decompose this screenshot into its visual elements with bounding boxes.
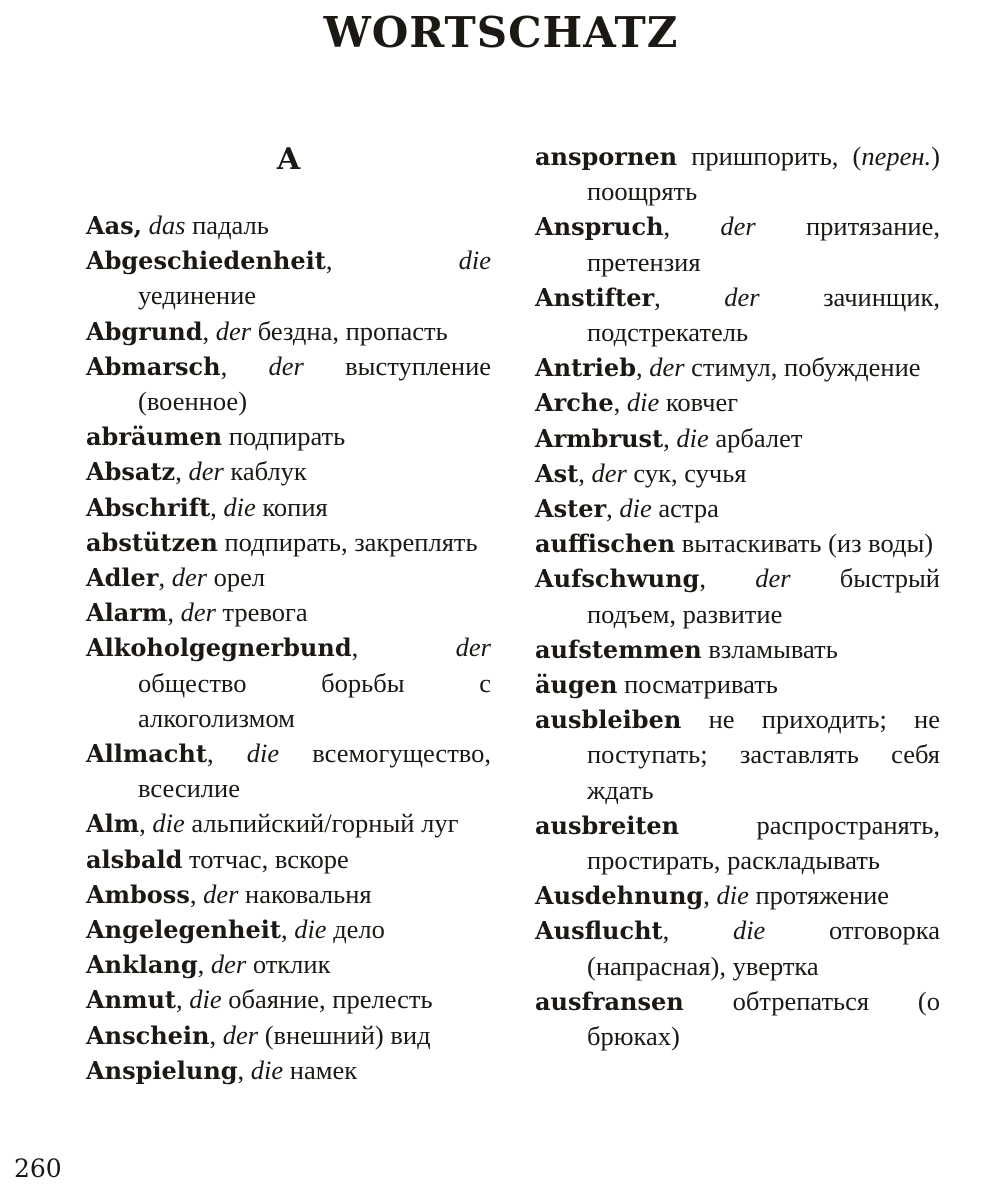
headword: abräumen <box>86 422 223 452</box>
gender-article: die <box>294 914 327 945</box>
translation: притязание, претензия <box>587 211 940 277</box>
punctuation: , <box>210 491 217 522</box>
headword: Antrieb <box>535 353 636 383</box>
dictionary-entry <box>86 314 491 349</box>
dictionary-entry <box>86 912 491 947</box>
headword: Anspruch <box>535 212 664 242</box>
gender-article: die <box>676 422 709 453</box>
headword: alsbald <box>86 844 183 874</box>
gender-article: der <box>171 562 208 593</box>
translation: вытаскивать (из воды) <box>681 528 934 559</box>
gender-article: der <box>210 949 247 980</box>
punctuation: , <box>635 352 643 383</box>
dictionary-entry <box>535 632 940 667</box>
gender-article: der <box>203 878 239 909</box>
gender-article: der <box>215 315 252 346</box>
headword: Armbrust <box>535 423 664 453</box>
translation: бездна, пропасть <box>257 315 448 346</box>
gender-article: der <box>180 597 216 628</box>
dictionary-entry <box>535 561 940 631</box>
headword: Alkoholgegnerbund <box>86 633 352 663</box>
dictionary-entry <box>86 349 491 419</box>
headword: Anklang <box>86 950 198 980</box>
punctuation: , <box>613 387 621 418</box>
dictionary-entry <box>535 984 940 1054</box>
punctuation: , <box>654 281 661 312</box>
headword: äugen <box>535 670 618 700</box>
page-number: 260 <box>14 1154 62 1183</box>
dictionary-entry <box>86 243 491 313</box>
headword: ausfransen <box>535 986 684 1016</box>
translation: сук, сучья <box>633 457 747 488</box>
punctuation: , <box>139 808 146 839</box>
headword: Absatz <box>86 457 176 487</box>
dictionary-entry <box>535 280 940 350</box>
dictionary-entry <box>86 419 491 454</box>
headword: Alarm <box>86 598 168 628</box>
headword: Ast <box>535 458 579 488</box>
punctuation: , <box>189 878 197 909</box>
headword: Abmarsch <box>86 351 221 381</box>
translation: распространять, простирать, раскладывать <box>587 809 940 876</box>
translation: посматривать <box>624 669 778 700</box>
dictionary-entry <box>86 806 491 841</box>
headword: Aas, <box>86 211 143 240</box>
headword: Ausdehnung <box>535 881 704 911</box>
translation: быстрый подъем, развитие <box>587 563 940 629</box>
right-entry-list <box>535 139 940 1054</box>
translation: тревога <box>222 597 308 628</box>
punctuation: , <box>351 632 359 663</box>
page-title: WORTSCHATZ <box>323 8 679 57</box>
gender-article: der <box>591 457 627 488</box>
dictionary-entry <box>535 526 940 561</box>
gender-article: der <box>755 563 791 594</box>
translation: подпирать, закреплять <box>224 526 478 557</box>
punctuation: , <box>202 315 210 346</box>
translation: каблук <box>230 456 307 487</box>
gender-article: die <box>246 738 280 769</box>
right-column <box>535 139 940 1054</box>
headword: Abgrund <box>86 316 203 346</box>
headword: Abschrift <box>86 492 211 522</box>
headword: Alm <box>86 809 140 839</box>
translation: выступление (военное) <box>138 350 492 417</box>
translation: не приходить; не поступать; заставлять себя ждать <box>587 704 941 805</box>
headword: Adler <box>86 563 159 593</box>
punctuation: , <box>663 211 671 242</box>
punctuation: , <box>280 914 288 945</box>
gender-article: das <box>148 210 186 240</box>
punctuation: , <box>578 457 585 488</box>
gender-article: die <box>619 493 652 524</box>
dictionary-entry <box>535 491 940 526</box>
punctuation: , <box>206 738 214 769</box>
translation: ковчег <box>665 387 739 418</box>
punctuation: , <box>662 915 670 946</box>
gender-article: der <box>268 350 304 381</box>
headword: aufstemmen <box>535 634 702 664</box>
punctuation: , <box>699 563 706 594</box>
dictionary-entry <box>86 630 491 736</box>
dictionary-entry <box>535 139 940 209</box>
gender-article: der <box>724 281 760 312</box>
section-letter-heading: A <box>276 142 301 177</box>
punctuation: , <box>325 245 333 276</box>
translation: отговорка (напрасная), увертка <box>587 915 940 981</box>
translation: орел <box>213 562 266 593</box>
punctuation: , <box>158 562 166 593</box>
headword: auffischen <box>535 529 676 559</box>
headword: Arche <box>535 388 614 418</box>
translation: обтрепаться (о брюках) <box>587 985 940 1052</box>
dictionary-entry <box>86 560 491 595</box>
headword: Allmacht <box>86 739 207 769</box>
translation: обаяние, прелесть <box>228 984 433 1015</box>
punctuation: , <box>220 350 228 381</box>
punctuation: , <box>197 949 205 980</box>
translation: зачинщик, подстрекатель <box>587 281 941 348</box>
translation: всемогущество, всесилие <box>138 738 491 804</box>
dictionary-entry <box>86 490 491 525</box>
gender-article: die <box>152 808 185 839</box>
translation: общество борьбы с алкоголизмом <box>138 667 491 733</box>
headword: Aster <box>535 494 607 524</box>
translation: взламывать <box>708 633 838 664</box>
dictionary-entry <box>535 385 940 420</box>
dictionary-entry <box>86 982 491 1017</box>
dictionary-entry <box>86 842 491 877</box>
dictionary-entry <box>535 421 940 456</box>
dictionary-entry <box>86 1018 491 1053</box>
left-entry-list <box>86 208 491 1088</box>
translation: подпирать <box>228 421 346 452</box>
dictionary-entry <box>535 808 940 878</box>
headword: Aufschwung <box>535 564 700 594</box>
gender-article: die <box>626 387 660 418</box>
translation: тотчас, вскоре <box>189 843 349 874</box>
translation: уединение <box>138 280 257 311</box>
dictionary-entry <box>86 208 491 243</box>
gender-article: die <box>223 491 256 522</box>
punctuation: , <box>167 597 174 628</box>
left-column <box>86 138 491 1088</box>
translation: пришпорить, ( <box>691 141 862 171</box>
dictionary-entry <box>535 350 940 385</box>
gender-article: die <box>732 915 766 946</box>
gender-article: die <box>250 1054 284 1085</box>
translation: дело <box>333 914 385 945</box>
dictionary-entry <box>86 1053 491 1088</box>
usage-note: перен. <box>861 141 932 171</box>
dictionary-entry <box>535 209 940 279</box>
dictionary-entry <box>535 456 940 491</box>
translation: копия <box>262 491 328 522</box>
headword: Anstifter <box>535 282 655 312</box>
translation: альпийский/горный луг <box>191 808 459 839</box>
gender-article: der <box>222 1019 259 1050</box>
headword: Anspielung <box>86 1055 238 1085</box>
headword: Anmut <box>86 985 176 1015</box>
translation: протяжение <box>755 880 890 911</box>
gender-article: die <box>189 984 222 1015</box>
gender-article: der <box>649 352 685 383</box>
punctuation: , <box>703 880 710 911</box>
dictionary-entry <box>535 913 940 983</box>
translation: астра <box>658 493 719 524</box>
headword: abstützen <box>86 527 218 557</box>
translation: наковальня <box>245 878 372 909</box>
gender-article: die <box>716 880 749 911</box>
translation: отклик <box>252 949 331 980</box>
dictionary-entry <box>86 525 491 560</box>
dictionary-entry <box>86 736 491 806</box>
translation: намек <box>289 1054 358 1085</box>
headword: ausbreiten <box>535 810 680 840</box>
translation: падаль <box>192 210 269 240</box>
dictionary-entry <box>86 454 491 489</box>
punctuation: , <box>663 422 670 453</box>
dictionary-entry <box>86 595 491 630</box>
dictionary-entry <box>86 947 491 982</box>
translation-continued: ) поощрять <box>587 141 940 207</box>
headword: Angelegenheit <box>86 915 281 945</box>
translation: (внешний) вид <box>264 1019 431 1050</box>
gender-article: der <box>188 456 224 487</box>
headword: Abgeschiedenheit <box>86 246 326 276</box>
punctuation: , <box>209 1019 217 1050</box>
dictionary-entry <box>86 877 491 912</box>
headword: Amboss <box>86 879 190 909</box>
dictionary-entry <box>535 667 940 702</box>
headword: Anschein <box>86 1020 210 1050</box>
gender-article: die <box>458 245 491 276</box>
dictionary-entry <box>535 702 940 808</box>
punctuation: , <box>176 984 183 1015</box>
punctuation: , <box>175 456 182 487</box>
headword: anspornen <box>535 142 678 171</box>
gender-article: der <box>720 211 756 242</box>
gender-article: der <box>455 632 491 663</box>
translation: арбалет <box>715 422 803 453</box>
dictionary-entry <box>535 878 940 913</box>
translation: стимул, побуждение <box>691 352 921 383</box>
headword: ausbleiben <box>535 705 682 735</box>
punctuation: , <box>237 1054 245 1085</box>
headword: Ausflucht <box>535 916 663 946</box>
punctuation: , <box>606 493 613 524</box>
